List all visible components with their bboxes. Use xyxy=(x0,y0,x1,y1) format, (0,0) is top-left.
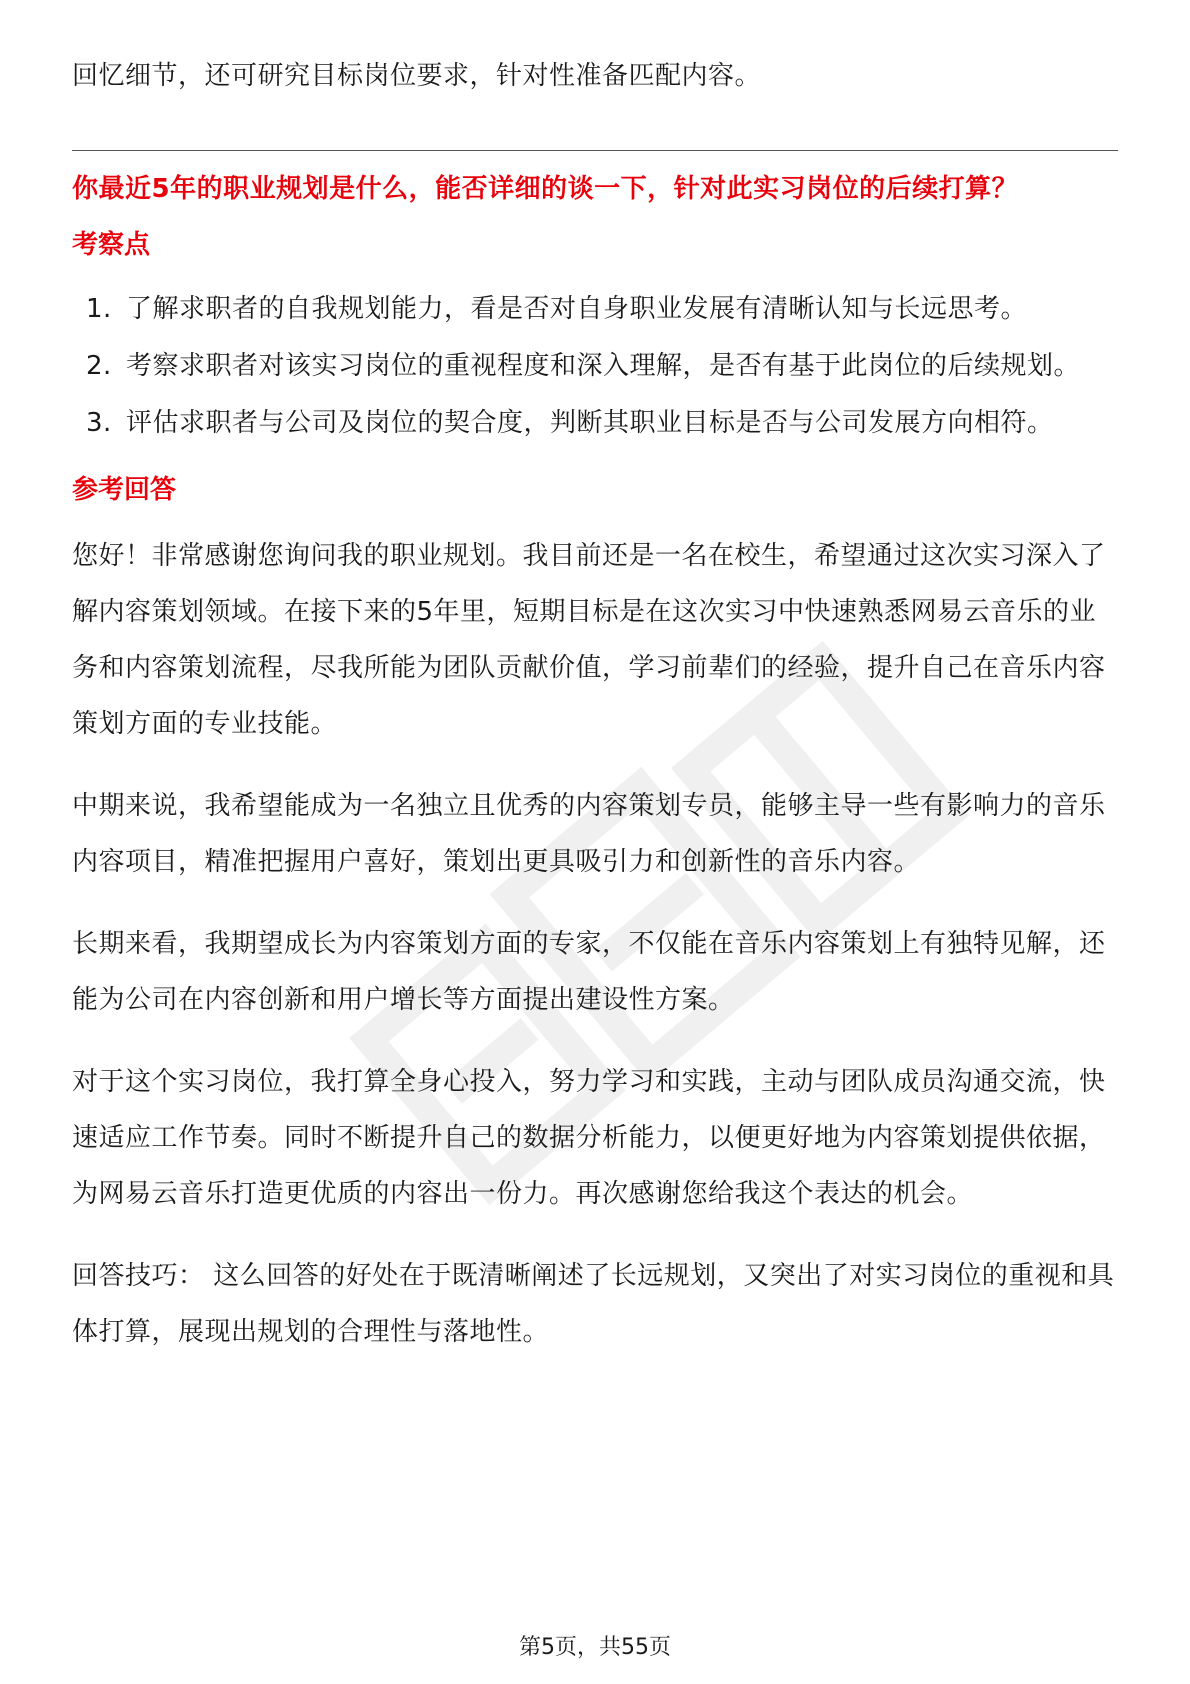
exam-point-item xyxy=(72,281,1118,338)
answer-paragraph: 您好！非常感谢您询问我的职业规划。我目前还是一名在校生，希望通过这次实习深入了解内容策划领域。在接下来的5年里，短期目标是在这次实习中快速熟悉网易云音乐的业务和内容策划流程，尽我所能为团队贡献价值，学习前辈们的经验，提升自己在音乐内容策划方面的专业技能。 xyxy=(72,541,1106,739)
question-heading: 你最近5年的职业规划是什么，能否详细的谈一下，针对此实习岗位的后续打算？ xyxy=(72,174,1019,204)
page-content xyxy=(72,48,1118,1360)
list-number: 3. xyxy=(86,408,112,438)
page-footer: 第5页，共55页 xyxy=(519,1635,671,1660)
list-item-text: 了解求职者的自我规划能力，看是否对自身职业发展有清晰认知与长远思考。 xyxy=(126,294,1028,324)
exam-point-item xyxy=(72,395,1118,452)
answer-paragraph: 长期来看，我期望成长为内容策划方面的专家，不仅能在音乐内容策划上有独特见解，还能为公司在内容创新和用户增长等方面提出建设性方案。 xyxy=(72,929,1106,1015)
answer-tip: 回答技巧： 这么回答的好处在于既清晰阐述了长远规划，又突出了对实习岗位的重视和具体打算，展现出规划的合理性与落地性。 xyxy=(72,1261,1115,1347)
list-number: 2. xyxy=(86,351,112,381)
list-number: 1. xyxy=(86,294,112,324)
reference-answer-heading: 参考回答 xyxy=(72,475,177,505)
continuation-text: 回忆细节，还可研究目标岗位要求，针对性准备匹配内容。 xyxy=(72,61,762,91)
list-item-text: 考察求职者对该实习岗位的重视程度和深入理解，是否有基于此岗位的后续规划。 xyxy=(126,351,1081,381)
answer-paragraph: 中期来说，我希望能成为一名独立且优秀的内容策划专员，能够主导一些有影响力的音乐内容项目，精准把握用户喜好，策划出更具吸引力和创新性的音乐内容。 xyxy=(72,791,1106,877)
answer-paragraph: 对于这个实习岗位，我打算全身心投入，努力学习和实践，主动与团队成员沟通交流，快速适应工作节奏。同时不断提升自己的数据分析能力，以便更好地为内容策划提供依据，为网易云音乐打造更优质的内容出一份力。再次感谢您给我这个表达的机会。 xyxy=(72,1067,1106,1209)
exam-point-item xyxy=(72,338,1118,395)
list-item-text: 评估求职者与公司及岗位的契合度，判断其职业目标是否与公司发展方向相符。 xyxy=(126,408,1054,438)
exam-points-list xyxy=(72,281,1118,452)
exam-points-heading: 考察点 xyxy=(72,230,151,260)
